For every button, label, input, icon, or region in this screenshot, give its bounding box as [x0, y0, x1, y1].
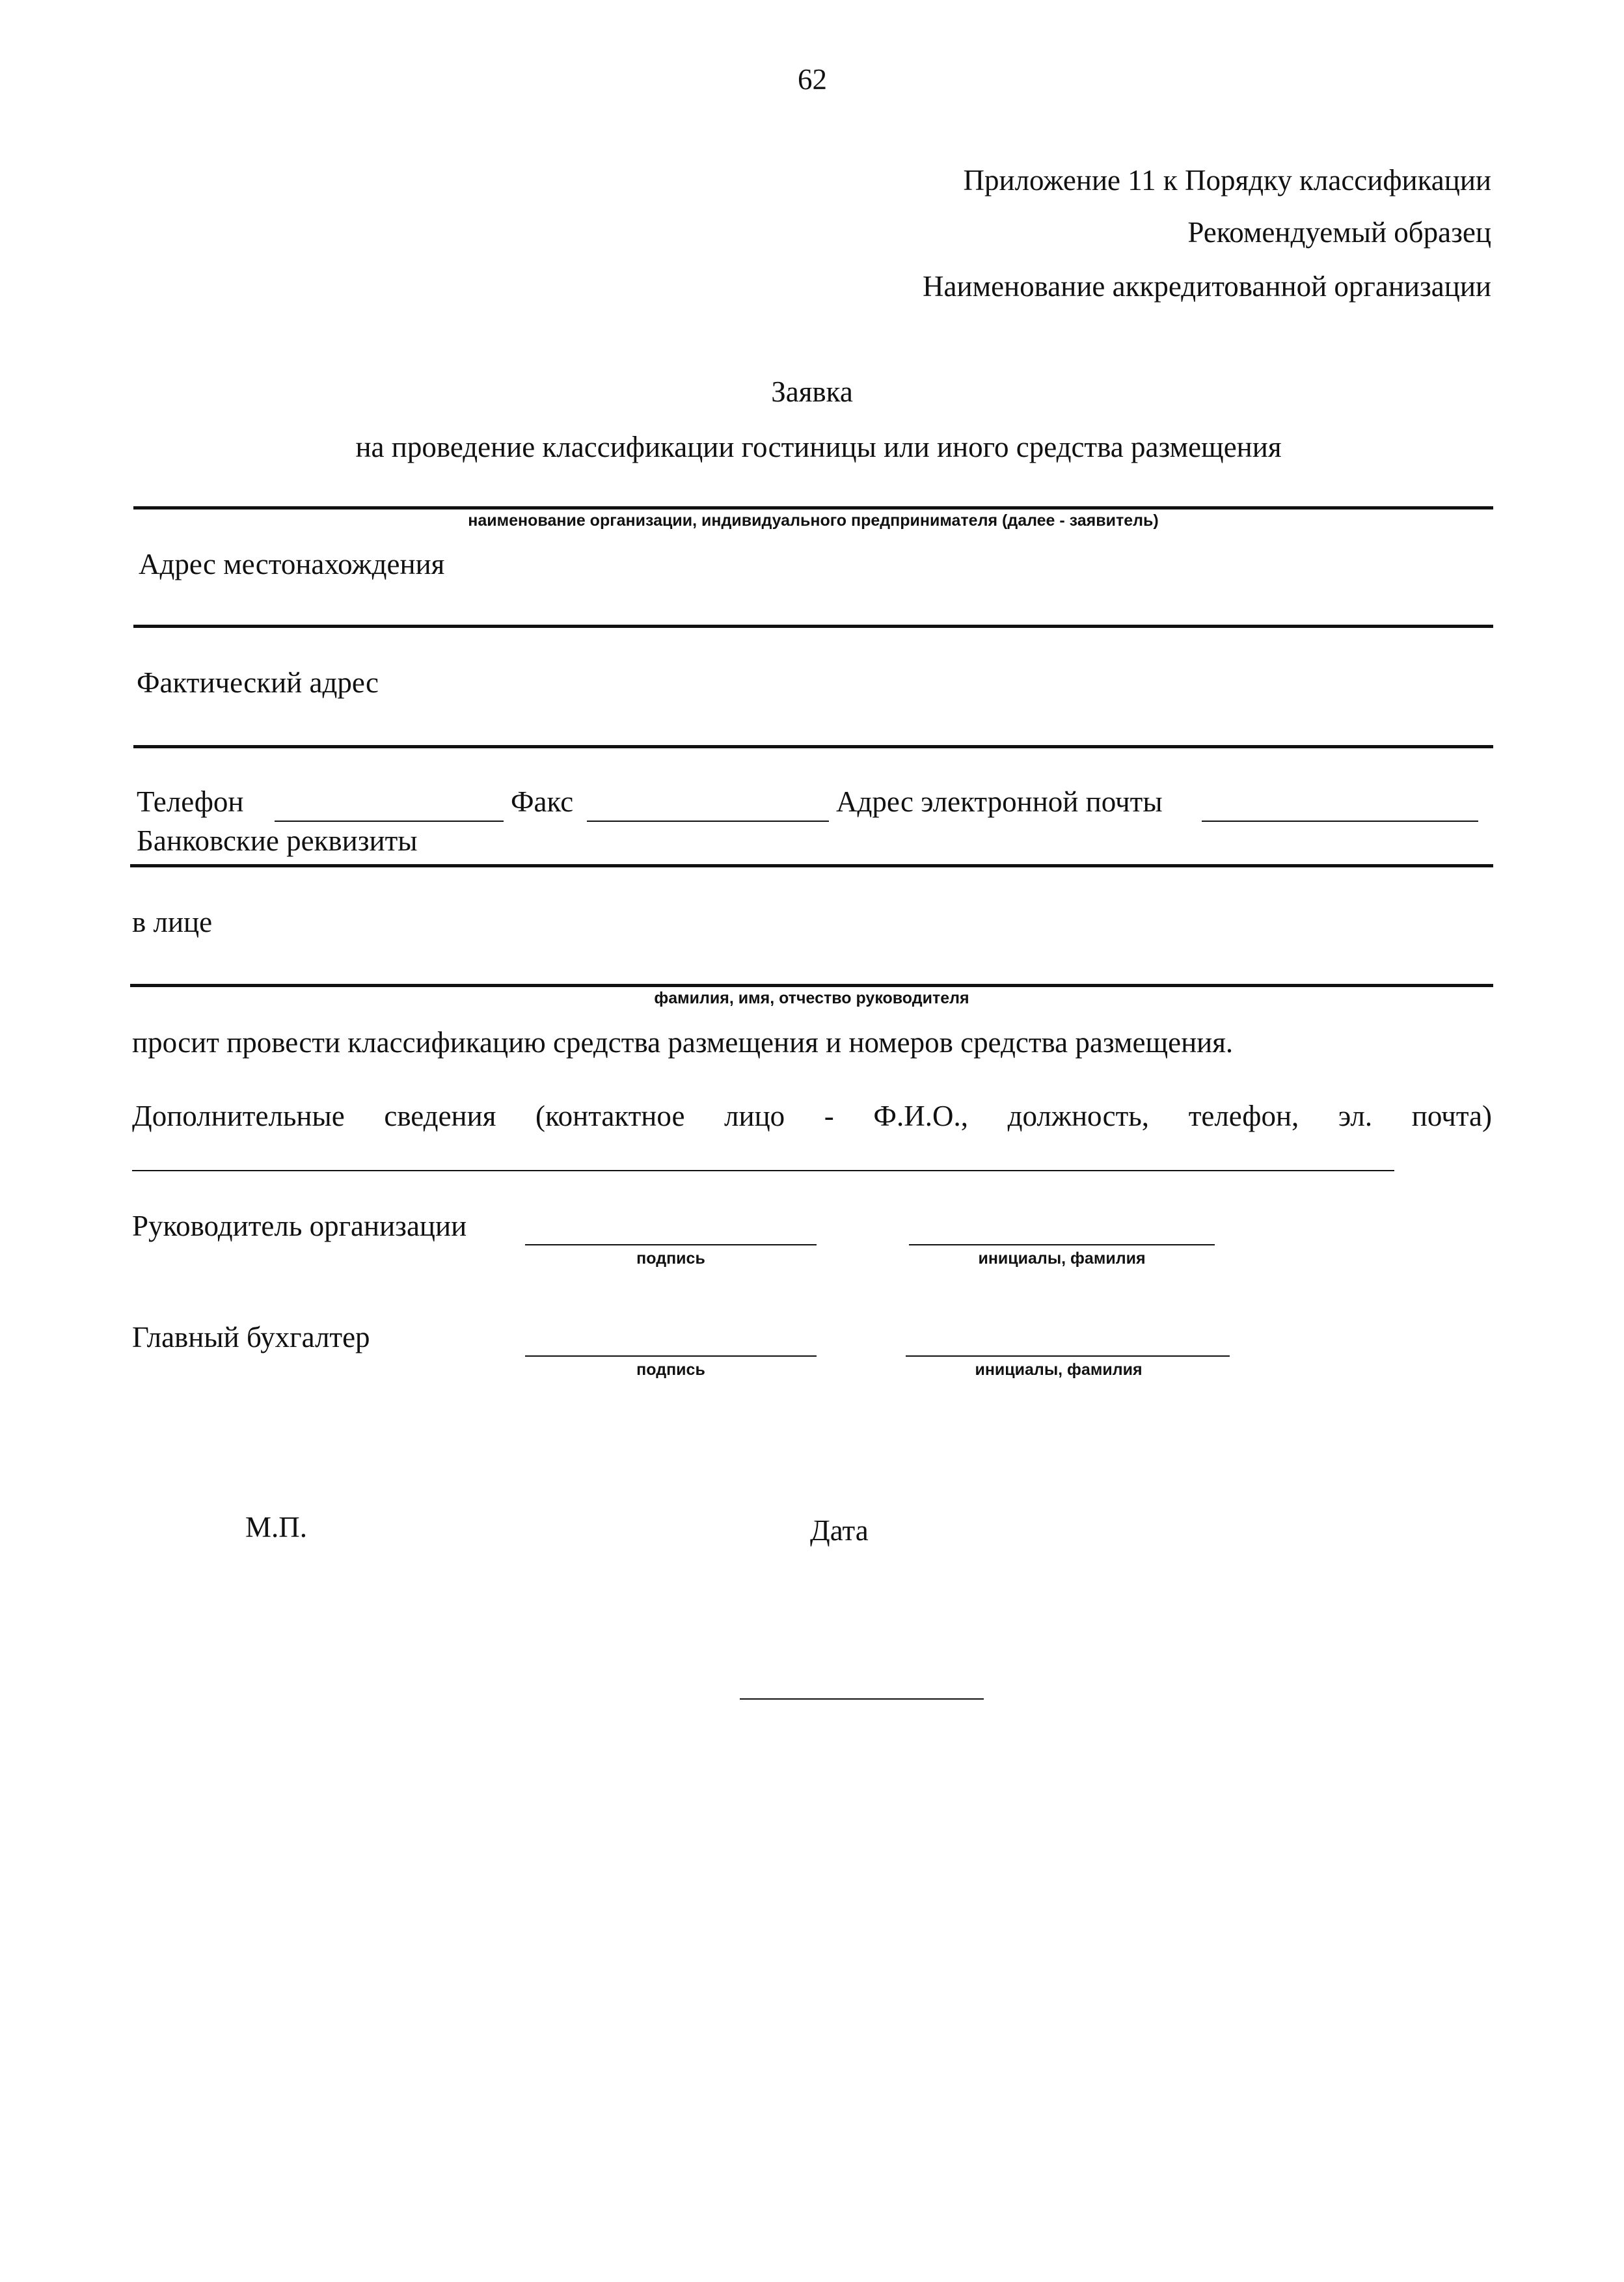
additional-info-text: Дополнительные сведения (контактное лицо - Ф.И.О., должность, телефон, эл. почта): [132, 1100, 1492, 1132]
accountant-signature-caption: подпись: [636, 1361, 705, 1379]
accountant-initials-caption: инициалы, фамилия: [975, 1361, 1143, 1379]
phone-label: Телефон: [137, 785, 244, 818]
request-text: просит провести классификацию средства размещения и номеров средства размещения.: [132, 1026, 1234, 1059]
head-signature-caption: подпись: [636, 1249, 705, 1268]
head-signature-field[interactable]: [525, 1244, 817, 1245]
accredited-org-label: Наименование аккредитованной организации: [923, 270, 1491, 303]
bank-details-label: Банковские реквизиты: [137, 824, 418, 857]
head-signature-label: Руководитель организации: [132, 1210, 467, 1242]
recommended-sample-label: Рекомендуемый образец: [1187, 216, 1491, 249]
head-name-caption: фамилия, имя, отчество руководителя: [654, 989, 969, 1007]
document-subtitle: на проведение классификации гостиницы или иного средства размещения: [355, 431, 1282, 463]
appendix-reference: Приложение 11 к Порядку классификации: [963, 164, 1491, 197]
actual-address-line[interactable]: [133, 745, 1493, 748]
fax-field[interactable]: [587, 821, 829, 822]
actual-address-label: Фактический адрес: [137, 666, 379, 699]
email-label: Адрес электронной почты: [836, 785, 1163, 818]
document-title: Заявка: [771, 375, 853, 408]
phone-field[interactable]: [275, 821, 504, 822]
accountant-signature-label: Главный бухгалтер: [132, 1321, 370, 1353]
applicant-name-caption: наименование организации, индивидуального предпринимателя (далее - заявитель): [468, 511, 1159, 530]
date-label: Дата: [810, 1514, 869, 1547]
page-number: 62: [798, 63, 827, 96]
applicant-name-line[interactable]: [133, 506, 1493, 509]
additional-info-line[interactable]: [132, 1170, 1394, 1171]
head-name-line[interactable]: [130, 984, 1493, 987]
end-divider: [740, 1698, 984, 1700]
fax-label: Факс: [511, 785, 574, 818]
location-address-label: Адрес местонахождения: [139, 548, 445, 580]
bank-details-line[interactable]: [130, 864, 1493, 867]
email-field[interactable]: [1202, 821, 1478, 822]
in-person-label: в лице: [132, 906, 213, 938]
accountant-signature-field[interactable]: [525, 1355, 817, 1357]
head-initials-field[interactable]: [909, 1244, 1215, 1245]
head-initials-caption: инициалы, фамилия: [978, 1249, 1146, 1268]
accountant-initials-field[interactable]: [906, 1355, 1230, 1357]
stamp-label: М.П.: [245, 1511, 308, 1543]
location-address-line[interactable]: [133, 625, 1493, 628]
